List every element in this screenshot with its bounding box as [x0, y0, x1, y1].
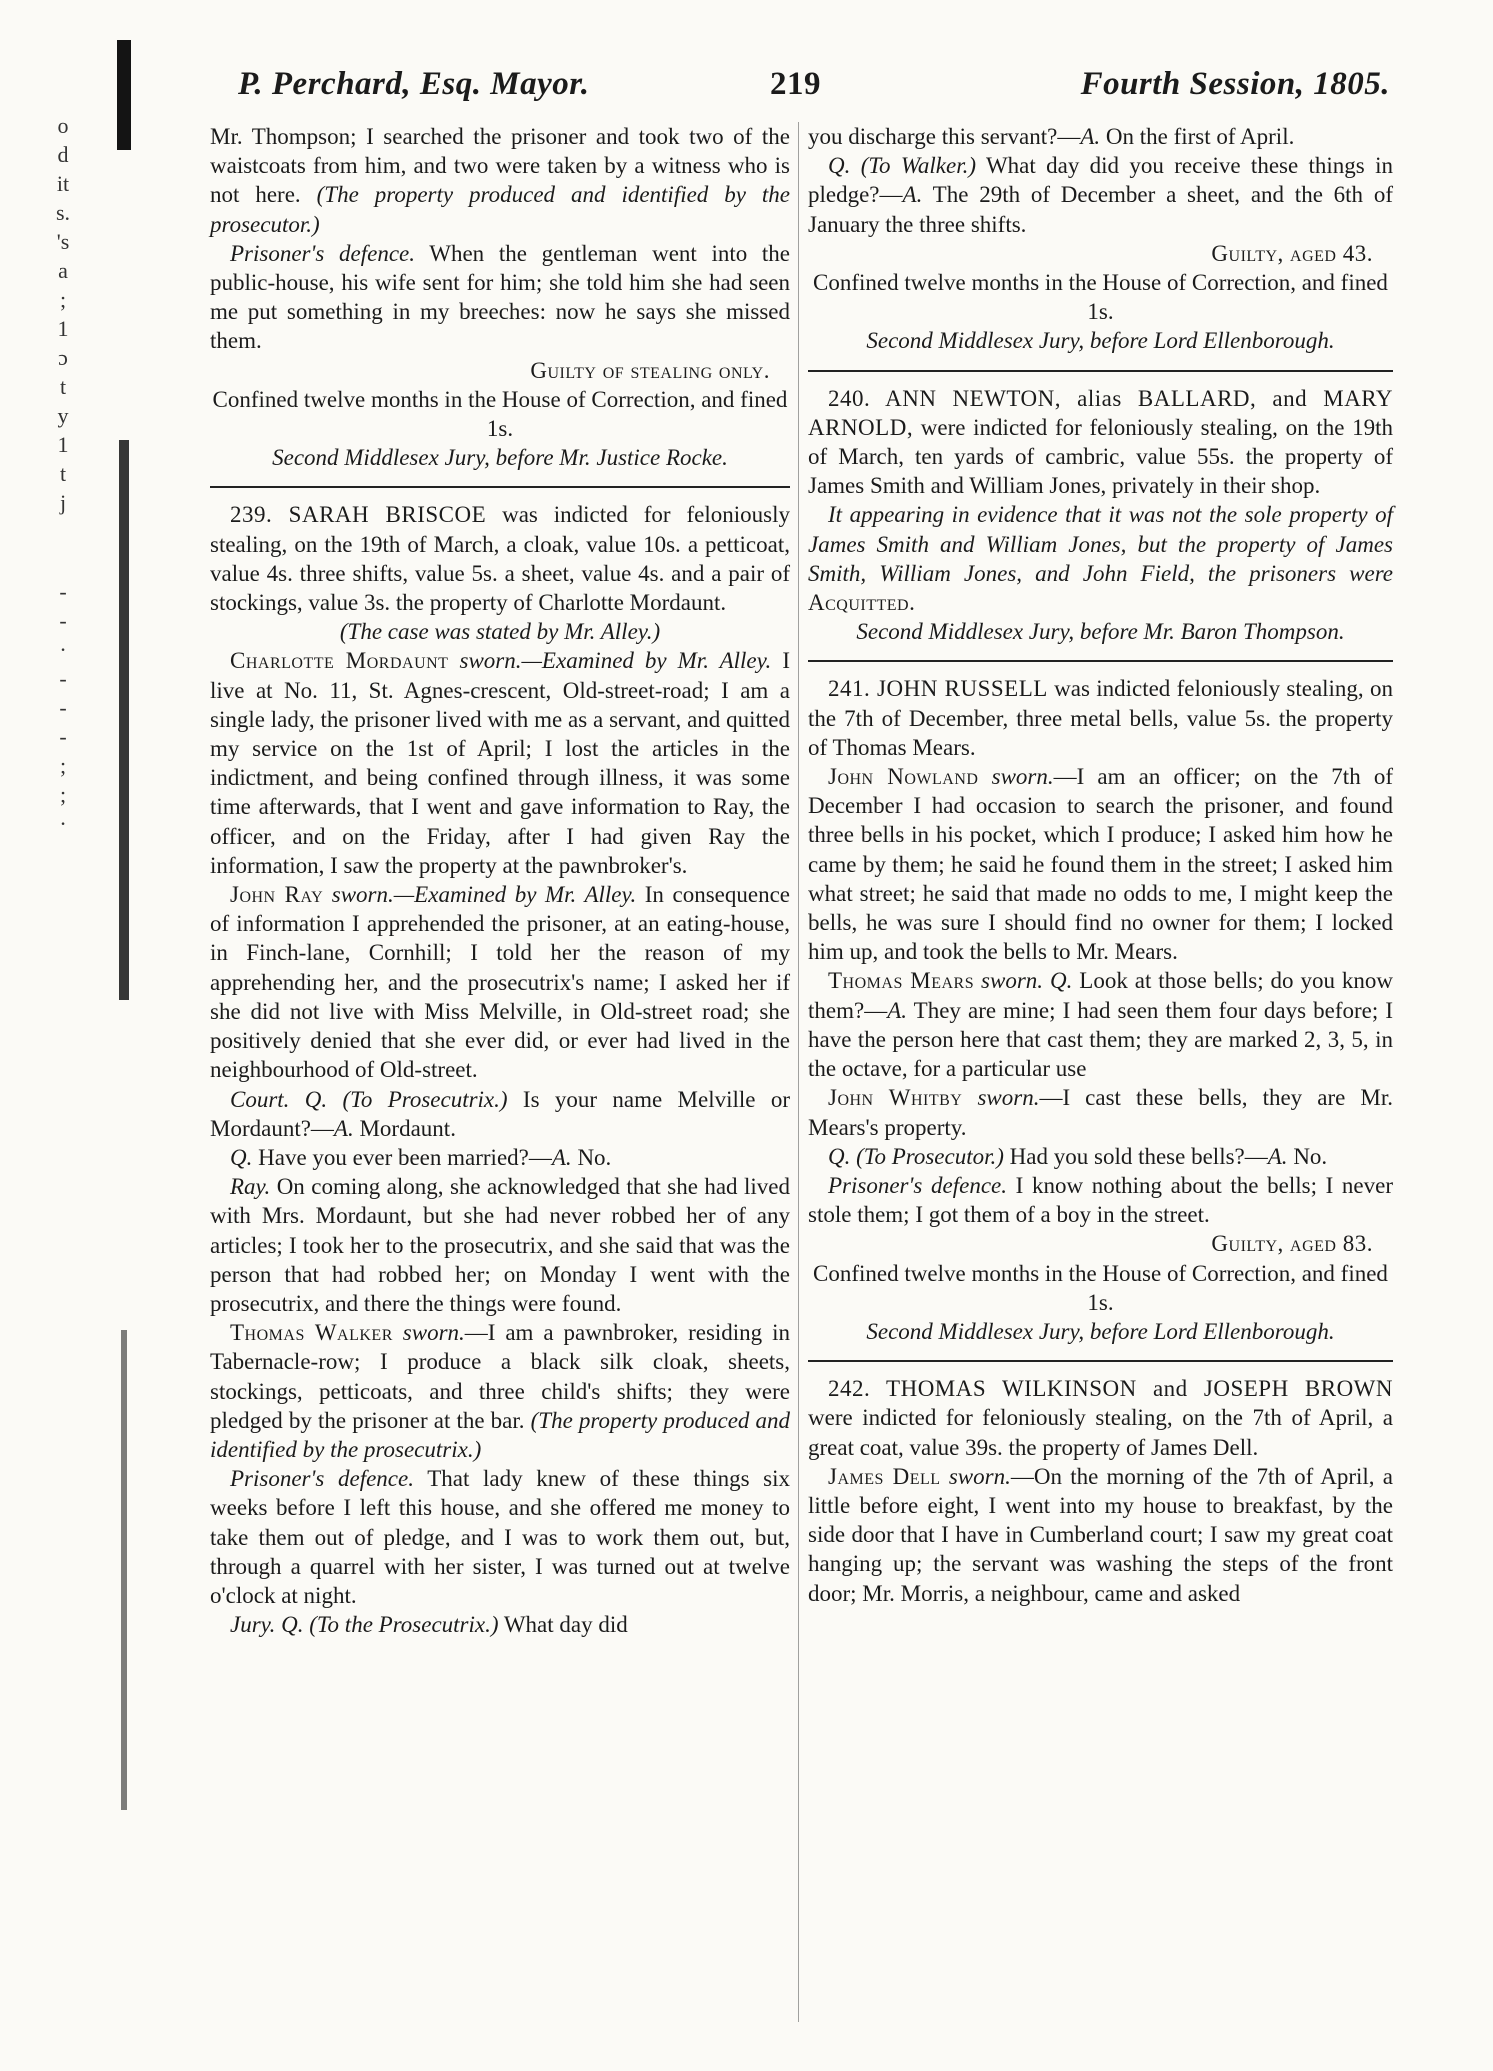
case-239	[210, 500, 790, 617]
answer-label: A.	[333, 1115, 354, 1141]
text: No.	[571, 1144, 612, 1170]
binding-bar-top	[117, 40, 131, 150]
witness-name: John Whitby	[828, 1085, 963, 1111]
witness-name: Thomas Walker	[230, 1320, 393, 1346]
prisoner-defence	[808, 1171, 1393, 1229]
answer-label: A.	[551, 1144, 572, 1170]
sworn: sworn.—Examined by Mr. Alley.	[448, 648, 772, 674]
gutter-marks	[48, 112, 78, 839]
sentence: Confined twelve months in the House of Correction, and fined 1s.	[212, 386, 788, 442]
witness-testimony	[210, 646, 790, 880]
text: —I am an officer; on the 7th of December I had occasion to search the prisoner, and found three bells in his pocket, which I produce; I asked him how he came by them; he said he found them in the street; I asked him what street; he said that made no odds to me, I might keep the bells, he was sure I should find no owner for them; I locked him up, and took the bells to Mr. Mears.	[808, 764, 1393, 965]
text: What day did	[498, 1612, 628, 1638]
witness-name: James Dell	[828, 1463, 941, 1489]
text: —I am a pawnbroker, residing in Tabernacle-row; I produce a black silk cloak, sheets, stockings, petticoats, and three child's shifts; they were pledged by the prisoner at the bar.	[210, 1320, 790, 1433]
text: No.	[1287, 1143, 1328, 1169]
gutter-mark: ɔ	[58, 345, 68, 370]
header-session: Fourth Session, 1805.	[1080, 66, 1390, 102]
jury-line: Second Middlesex Jury, before Mr. Justice Rocke.	[272, 445, 728, 471]
verdict-text: Guilty of stealing only.	[530, 357, 770, 383]
text: you discharge this servant?—	[808, 124, 1081, 149]
case-separator	[808, 370, 1393, 372]
jury-line: Second Middlesex Jury, before Lord Ellenborough.	[866, 328, 1335, 354]
text: Look at those bells; do you know them?—	[808, 968, 1393, 1023]
gutter-mark: d	[57, 142, 69, 167]
gutter-mark: t	[59, 461, 67, 486]
label: Jury. Q. (To the Prosecutrix.)	[230, 1612, 499, 1638]
question	[808, 1142, 1393, 1171]
left-column	[210, 122, 790, 1639]
gutter-mark: -	[59, 695, 67, 720]
gutter-mark: ;	[59, 287, 67, 312]
page-number: 219	[770, 66, 821, 102]
sworn: sworn.—Examined by Mr. Alley.	[323, 882, 637, 908]
verdict-text: Guilty, aged 83.	[1211, 1231, 1373, 1257]
text: were indicted for feloniously stealing, on the 7th of April, a great coat, value 39s. the property of James Dell.	[808, 1405, 1393, 1460]
case-242	[808, 1374, 1393, 1462]
case-heading: 240. ANN NEWTON, alias BALLARD, and MARY ARNOLD,	[808, 385, 1393, 440]
text: were indicted for feloniously stealing, on the 19th of March, ten yards of cambric, value 55s. the property of James Smith and William Jones, privately in their shop.	[808, 414, 1393, 499]
witness-testimony	[808, 966, 1393, 1083]
text: What day did you receive these things in pledge?—	[808, 153, 1393, 208]
label: Q. (To Prosecutor.)	[828, 1143, 1004, 1169]
column-rule	[798, 122, 799, 2022]
case-separator	[808, 660, 1393, 662]
running-header	[210, 62, 1390, 112]
verdict	[808, 239, 1393, 268]
case-240	[808, 384, 1393, 501]
label: Q. (To Walker.)	[828, 153, 977, 179]
answer-label: A.	[887, 997, 908, 1023]
gutter-mark: ;	[59, 753, 67, 778]
text: That lady knew of these things six weeks before I left this house, and she offered me money to take them out of pledge, and I was to work them out, but, through a quarrel with her sister, I was turned out at twelve o'clock at night.	[210, 1466, 791, 1608]
answer-label: A.	[1080, 124, 1101, 149]
label: Court. Q. (To Prosecutrix.)	[230, 1086, 508, 1112]
case-heading: 242. THOMAS WILKINSON and JOSEPH BROWN	[828, 1376, 1393, 1402]
question-label: Q.	[1043, 968, 1073, 994]
text: They are mine; I had seen them four days before; I have the person here that cast them; they are marked 2, 3, 5, in the octave, for a particular use	[808, 997, 1393, 1082]
paragraph	[210, 122, 790, 239]
right-column	[808, 122, 1393, 1608]
italic-note: It appearing in evidence that it was not the sole property of James Smith and William Jones, but the property of James Smith, William Jones, and John Field, the prisoners were	[808, 502, 1393, 586]
answer-label: A.	[1267, 1143, 1288, 1169]
witness-testimony	[808, 1083, 1393, 1141]
gutter-mark: j	[59, 490, 67, 515]
text: was indicted for feloniously stealing, on the 19th of March, a cloak, value 10s. a petticoat, value 4s. three shifts, value 5s. a sheet, value 4s. and a pair of stockings, value 3s. the property of Charlotte Mordaunt.	[210, 502, 790, 616]
text: On coming along, she acknowledged that she had lived with Mrs. Mordaunt, but she had never robbed her of any articles; I took her to the prosecutrix, and she said that was the person that had robbed her; on Monday I went with the prosecutrix, and there the things were found.	[210, 1174, 790, 1316]
gutter-mark: ·	[59, 811, 67, 836]
sentence: Confined twelve months in the House of Correction, and fined 1s.	[813, 270, 1388, 325]
text: I know nothing about the bells; I never stole them; I got them of a boy in the street.	[808, 1172, 1394, 1228]
label: Prisoner's defence.	[828, 1172, 1007, 1198]
jury-line: Second Middlesex Jury, before Mr. Baron Thompson.	[856, 619, 1345, 645]
case-heading: 239. SARAH BRISCOE	[230, 502, 487, 528]
witness-testimony	[210, 1318, 790, 1464]
gutter-mark: -	[59, 579, 67, 604]
witness-name: Thomas Mears	[828, 968, 975, 994]
prisoner-defence	[210, 1464, 790, 1610]
text: Had you sold these bells?—	[1003, 1143, 1268, 1169]
gutter-mark: -	[59, 724, 67, 749]
gutter-mark: a	[58, 258, 68, 283]
binding-bar-middle	[119, 440, 129, 1000]
gutter-mark: t	[59, 374, 67, 399]
verdict	[808, 1229, 1393, 1258]
text: The 29th of December a sheet, and the 6th of January the three shifts.	[808, 182, 1393, 237]
witness-testimony	[808, 1462, 1393, 1608]
gutter-mark: ;	[59, 782, 67, 807]
italic-note: (The property produced and identified by the prosecutor.)	[210, 182, 791, 237]
label: Prisoner's defence.	[230, 1466, 414, 1492]
gutter-mark: -	[59, 666, 67, 691]
witness-name: Charlotte Mordaunt	[230, 648, 449, 674]
gutter-mark: -	[59, 608, 67, 633]
sworn: sworn.	[974, 968, 1044, 994]
label: Ray.	[230, 1174, 271, 1200]
text: was indicted feloniously stealing, on the 7th of December, three metal bells, value 5s. the property of Thomas Mears.	[808, 676, 1393, 760]
question	[808, 151, 1393, 239]
italic-note: (The property produced and identified by the prosecutrix.)	[210, 1407, 791, 1462]
sworn: sworn.	[940, 1463, 1011, 1489]
jury-line: Second Middlesex Jury, before Lord Ellenborough.	[866, 1318, 1335, 1344]
gutter-mark: y	[57, 403, 69, 428]
gutter-mark: 1	[57, 432, 69, 457]
witness-testimony	[210, 880, 790, 1084]
text: Mordaunt.	[353, 1115, 456, 1141]
gutter-mark: it	[56, 171, 70, 196]
witness-name: John Ray	[230, 882, 324, 908]
sentence: Confined twelve months in the House of Correction, and fined 1s.	[813, 1260, 1388, 1315]
case-separator	[210, 486, 790, 488]
verdict-text: Guilty, aged 43.	[1211, 240, 1373, 266]
case-note: (The case was stated by Mr. Alley.)	[339, 619, 661, 645]
gutter-mark: ·	[59, 637, 67, 662]
case-241	[808, 674, 1393, 762]
prisoner-defence	[210, 239, 790, 356]
paragraph	[808, 122, 1393, 151]
gutter-mark: 's	[56, 229, 70, 254]
answer-label: A.	[902, 182, 923, 208]
witness-name: John Nowland	[828, 764, 979, 790]
label: Q.	[230, 1144, 253, 1170]
text: Is your name Melville or Mordaunt?—	[210, 1086, 790, 1141]
text: When the gentleman went into the public-house, his wife sent for him; she told him she had seen me put something in my breeches: now he says she missed them.	[210, 240, 791, 354]
text: I live at No. 11, St. Agnes-crescent, Old-street-road; I am a single lady, the prisoner lived with me as a servant, and quitted my service on the 1st of April; I lost the articles in the indictment, and being confined through illness, it was some time afterwards, that I went and gave information to Ray, the officer, and on the Friday, after I had given Ray the information, I saw the property at the pawnbroker's.	[210, 648, 790, 878]
case-separator	[808, 1360, 1393, 1362]
case-note	[808, 500, 1393, 617]
witness-testimony	[808, 762, 1393, 966]
sworn: sworn.	[392, 1320, 465, 1346]
verdict	[210, 356, 790, 385]
header-mayor: P. Perchard, Esq. Mayor.	[238, 66, 590, 102]
gutter-mark: s.	[55, 200, 71, 225]
text: Mr. Thompson; I searched the prisoner and took two of the waistcoats from him, and two were taken by a witness who is not here.	[210, 124, 790, 208]
label: Prisoner's defence.	[230, 240, 416, 266]
sworn: sworn.	[962, 1085, 1040, 1111]
text: On the first of April.	[1100, 124, 1295, 149]
verdict-text: Acquitted.	[808, 590, 916, 616]
gutter-mark: o	[57, 113, 69, 138]
text: —On the morning of the 7th of April, a little before eight, I went into my house to breakfast, by the side door that I have in Cumberland court; I saw my great coat hanging up; the servant was washing the steps of the front door; Mr. Morris, a neighbour, came and asked	[808, 1463, 1394, 1606]
question	[210, 1085, 790, 1143]
text: —I cast these bells, they are Mr. Mears's property.	[808, 1085, 1393, 1140]
text: In consequence of information I apprehended the prisoner, at an eating-house, in Finch-lane, Cornhill; I told her the reason of my apprehending her, and the prosecutrix's name; I asked her if she did not live with Miss Melville, in Old-street road; she positively denied that she ever did, or ever had lived in the neighbourhood of Old-street.	[210, 882, 790, 1083]
gutter-mark: 1	[57, 316, 69, 341]
question	[210, 1610, 790, 1639]
sworn: sworn.	[978, 764, 1054, 790]
text: Have you ever been married?—	[252, 1144, 552, 1170]
binding-bar-lower	[121, 1330, 127, 1810]
question	[210, 1143, 790, 1172]
testimony	[210, 1172, 790, 1318]
case-heading: 241. JOHN RUSSELL	[828, 676, 1048, 702]
